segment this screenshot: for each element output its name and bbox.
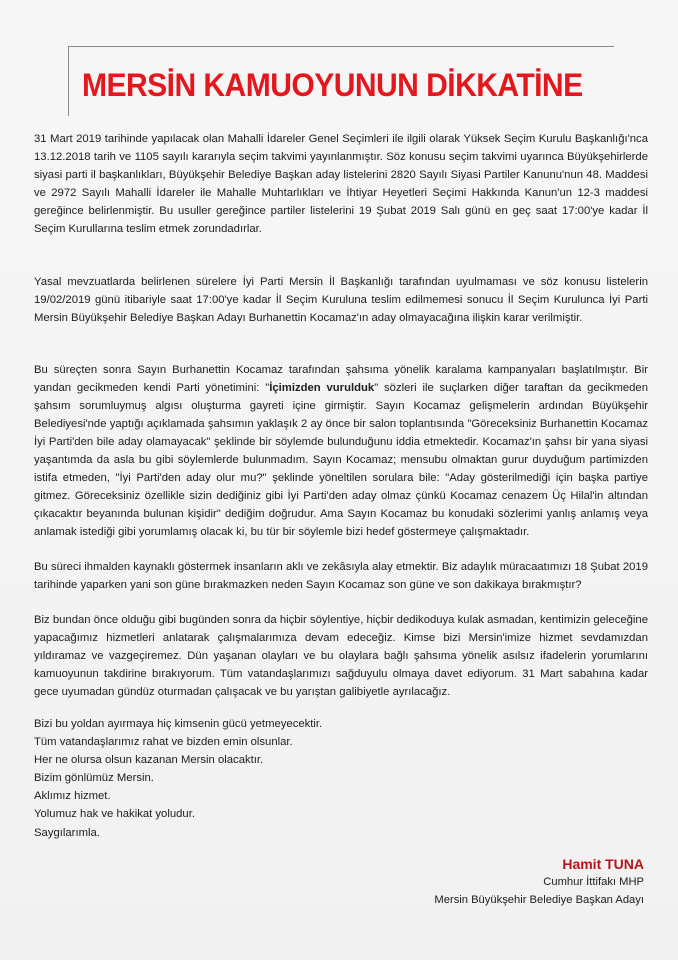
closing-line: Aklımız hizmet. bbox=[34, 790, 111, 803]
paragraph-1: 31 Mart 2019 tarihinde yapılacak olan Mahalli İdareler Genel Seçimleri ile ilgili olarak Yüksek Seçim Kurulu Başkanlığı'nca 13.12.2018 tarih ve 1105 sayılı kararıyla seçim takvimi yayınlanmıştır. Söz konusu seçim takvimi uyarınca Büyükşehirlerde siyasi parti il başkanlıkları, Büyükşehir Belediye Başkan aday listelerini 2820 Sayılı Siyasi Partiler Kanunu'nun 48. Maddesi ve 2972 Sayılı Mahalli İdareler ile Mahalle Muhtarlıkları ve İhtiyar Heyetleri Seçimi Hakkında Kanun'un 12-3 maddesi gereğince belirlenmiştir. Bu usuller gereğince partiler listelerini 19 Şubat 2019 Salı günü en geç saat 17:00'ye kadar İl Seçim Kurullarına teslim etmek zorundadırlar. bbox=[34, 133, 648, 235]
signature-role: Mersin Büyükşehir Belediye Başkan Adayı bbox=[434, 894, 644, 906]
letter-body bbox=[34, 126, 648, 842]
paragraph-4: Bu süreci ihmalden kaynaklı göstermek insanların aklı ve zekâsıyla alay etmektir. Biz adaylık müracaatımızı 18 Şubat 2019 tarihinde yaparken yani son güne bırakmazken neden Sayın Kocamaz son güne ve son dakikaya bırakmıştır? bbox=[34, 561, 648, 591]
page-title: MERSİN KAMUOYUNUN DİKKATİNE bbox=[82, 67, 583, 103]
paragraph-3-after: " sözleri ile suçlarken diğer taraftan da gecikmeden şahsım sorumluymuş algısı oluşturma gayreti içine girmiştir. Sayın Kocamaz gelişmelerin ardından Büyükşehir Belediyesi'nde yaptığı açıklamada şahsımın yaklaşık 2 ay önce bir salon toplantısında "Göreceksiniz Burhanettin Kocamaz İyi Parti'den bile aday olamayacak" şeklinde bir söylemde bulunduğunu iddia etmektedir. Kocamaz'ın şahsı bir yana siyasi yaşantımda da asla bu gibi söylemlerde bulunmadım. Sayın Kocamaz; mensubu olmaktan gurur duyduğum partimizden istifa etmeden, "İyi Parti'den aday olur mu?" şeklinde yöneltilen sorulara bile: "Aday gösterilmediği için başka partiye gitmez. Göreceksiniz özellikle sizin dediğiniz gibi İyi Parti'den aday olmaz çünkü Kocamaz cenazem Üç Hilal'in altından çıkacaktır beyanında bulunan kişidir" dediğim doğrudur. Ama Sayın Kocamaz bu konudaki sözlerimi yanlış anlamış veya anlamak istediği gibi yorumlamış olacak ki, bu tür bir söylemle bizi hedef göstermeye çalışmaktadır. bbox=[34, 382, 648, 538]
frame-top-rule bbox=[68, 46, 614, 47]
signature-alliance: Cumhur İttifakı MHP bbox=[543, 876, 644, 888]
closing-line: Saygılarımla. bbox=[34, 826, 100, 839]
paragraph-3-before: Bu süreçten sonra Sayın Burhanettin Kocamaz tarafından şahsıma yönelik karalama kampanyaları başlatılmıştır. Bir yandan gecikmeden kendi Parti yönetimini: " bbox=[34, 364, 648, 394]
closing-line: Bizim gönlümüz Mersin. bbox=[34, 772, 154, 785]
title-frame bbox=[68, 46, 614, 116]
paragraph-3 bbox=[34, 361, 648, 541]
closing-lines bbox=[34, 715, 648, 842]
closing-line: Yolumuz hak ve hakikat yoludur. bbox=[34, 808, 195, 821]
signature-block bbox=[384, 855, 644, 909]
paragraph-2: Yasal mevzuatlarda belirlenen sürelere İyi Parti Mersin İl Başkanlığı tarafından uyulmaması ve söz konusu listelerin 19/02/2019 günü itibariyle saat 17:00'ye kadar İl Seçim Kuruluna teslim edilmemesi sonucu İl Seçim Kurulunca İyi Parti Mersin Büyükşehir Belediye Başkan Adayı Burhanettin Kocamaz'ın aday olmayacağına ilişkin karar verilmiştir. bbox=[34, 276, 648, 324]
paragraph-5: Biz bundan önce olduğu gibi bugünden sonra da hiçbir söylentiye, hiçbir dedikoduya kulak asmadan, kentimizin geleceğine yapacağımız hizmetleri anlatarak çalışmalarımıza devam edeceğiz. Kimse bizi Mersin'imize hizmet sevdamızdan yıldıramaz ve vazgeçiremez. Dün yaşanan olayları ve bu olaylara bağlı şahsıma yönelik asılsız ifadelerin yorumlarını kamuoyunun takdirine bırakıyorum. Tüm vatandaşlarımızı sağduyulu olmaya davet ediyorum. 31 Mart sabahına kadar gece uyumadan gündüz oturmadan çalışacak ve bu yarıştan galibiyetle ayrılacağız. bbox=[34, 614, 648, 698]
frame-left-rule bbox=[68, 46, 69, 116]
signature-name: Hamit TUNA bbox=[562, 856, 644, 872]
closing-line: Bizi bu yoldan ayırmaya hiç kimsenin gücü yetmeyecektir. bbox=[34, 718, 323, 730]
closing-line: Tüm vatandaşlarımız rahat ve bizden emin olsunlar. bbox=[34, 736, 293, 749]
paragraph-3-bold-quote: İçimizden vurulduk bbox=[269, 382, 375, 394]
closing-line: Her ne olursa olsun kazanan Mersin olacaktır. bbox=[34, 754, 264, 767]
